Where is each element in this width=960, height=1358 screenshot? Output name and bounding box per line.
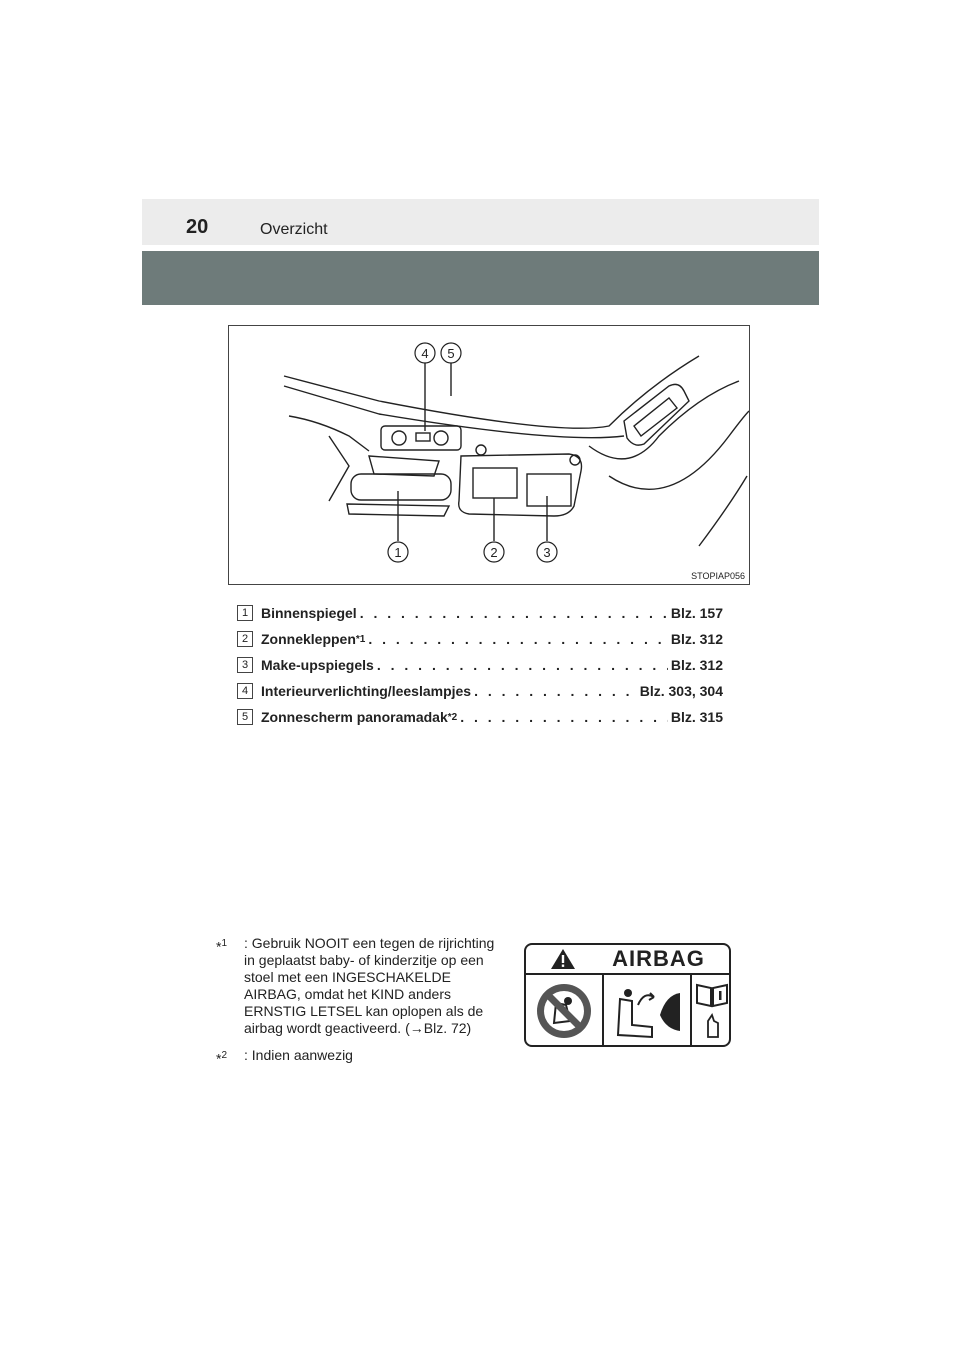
dot-leader <box>460 709 668 725</box>
no-child-seat-icon <box>526 975 602 1047</box>
footnote-ref: *1 <box>355 633 366 645</box>
footnote-text: : Gebruik NOOIT een tegen de rijrichting in geplaatst baby- of kinderzitje op een stoel met een INGESCHAKELDE AIRBAG, omdat het KIND anders ERNSTIG LETSEL kan oplopen als de airbag wordt geactiveerd. (→Blz. 72) <box>244 935 495 1036</box>
footnote-number: 1 <box>221 938 228 949</box>
header-bar <box>142 199 819 245</box>
legend-list <box>237 600 723 730</box>
airbag-deploy-cell <box>604 975 692 1047</box>
airbag-pictograms <box>526 975 729 1047</box>
footnote-text: : Indien aanwezig <box>244 1047 353 1063</box>
page-ref: Blz. 312 <box>670 631 723 647</box>
airbag-deploy-icon <box>604 975 690 1047</box>
item-number: 2 <box>237 631 253 647</box>
airbag-warning-label <box>524 943 731 1047</box>
warning-triangle-icon <box>550 948 576 970</box>
callout-3-label: 3 <box>543 545 551 560</box>
dot-leader <box>474 683 637 699</box>
footnote-mark <box>216 935 244 1037</box>
item-number: 5 <box>237 709 253 725</box>
legend-item <box>237 652 723 678</box>
dot-leader <box>360 605 668 621</box>
callout-5-label: 5 <box>447 346 455 361</box>
page-ref: Blz. 303, 304 <box>639 683 723 699</box>
callout-1-label: 1 <box>394 545 402 560</box>
manual-cell <box>692 975 731 1047</box>
callout-2-label: 2 <box>490 545 498 560</box>
dot-leader <box>368 631 668 647</box>
footnote-mark <box>216 1047 244 1068</box>
footnote <box>216 1047 506 1068</box>
item-number: 4 <box>237 683 253 699</box>
legend-item <box>237 678 723 704</box>
page-ref: Blz. 157 <box>670 605 723 621</box>
header-band <box>142 251 819 305</box>
item-label: Make-upspiegels <box>261 657 374 673</box>
manual-book-icon <box>692 975 731 1047</box>
callout-4-label: 4 <box>421 346 429 361</box>
asterisk: * <box>216 1050 222 1067</box>
section-title: Overzicht <box>260 221 328 238</box>
airbag-header <box>526 945 729 975</box>
page-ref: Blz. 312 <box>670 657 723 673</box>
page-ref: Blz. 315 <box>670 709 723 725</box>
asterisk: * <box>216 938 222 955</box>
roof-console-illustration <box>229 326 749 584</box>
legend-item <box>237 600 723 626</box>
item-number: 1 <box>237 605 253 621</box>
figure-code: STOPIAP056 <box>691 571 745 581</box>
footnote <box>216 935 506 1037</box>
dot-leader <box>377 657 668 673</box>
item-label: Zonnekleppen <box>261 631 356 647</box>
item-number: 3 <box>237 657 253 673</box>
footnote-number: 2 <box>221 1050 228 1061</box>
interior-figure <box>228 325 750 585</box>
legend-item <box>237 626 723 652</box>
airbag-title: AIRBAG <box>612 946 705 971</box>
page-number: 20 <box>186 216 209 238</box>
legend-item <box>237 704 723 730</box>
no-child-seat-cell <box>526 975 604 1047</box>
item-label: Zonnescherm panoramadak <box>261 709 448 725</box>
footnote-ref: *2 <box>447 711 458 723</box>
item-label: Binnenspiegel <box>261 605 357 621</box>
item-label: Interieurverlichting/leeslampjes <box>261 683 472 699</box>
footnotes <box>216 935 506 1078</box>
